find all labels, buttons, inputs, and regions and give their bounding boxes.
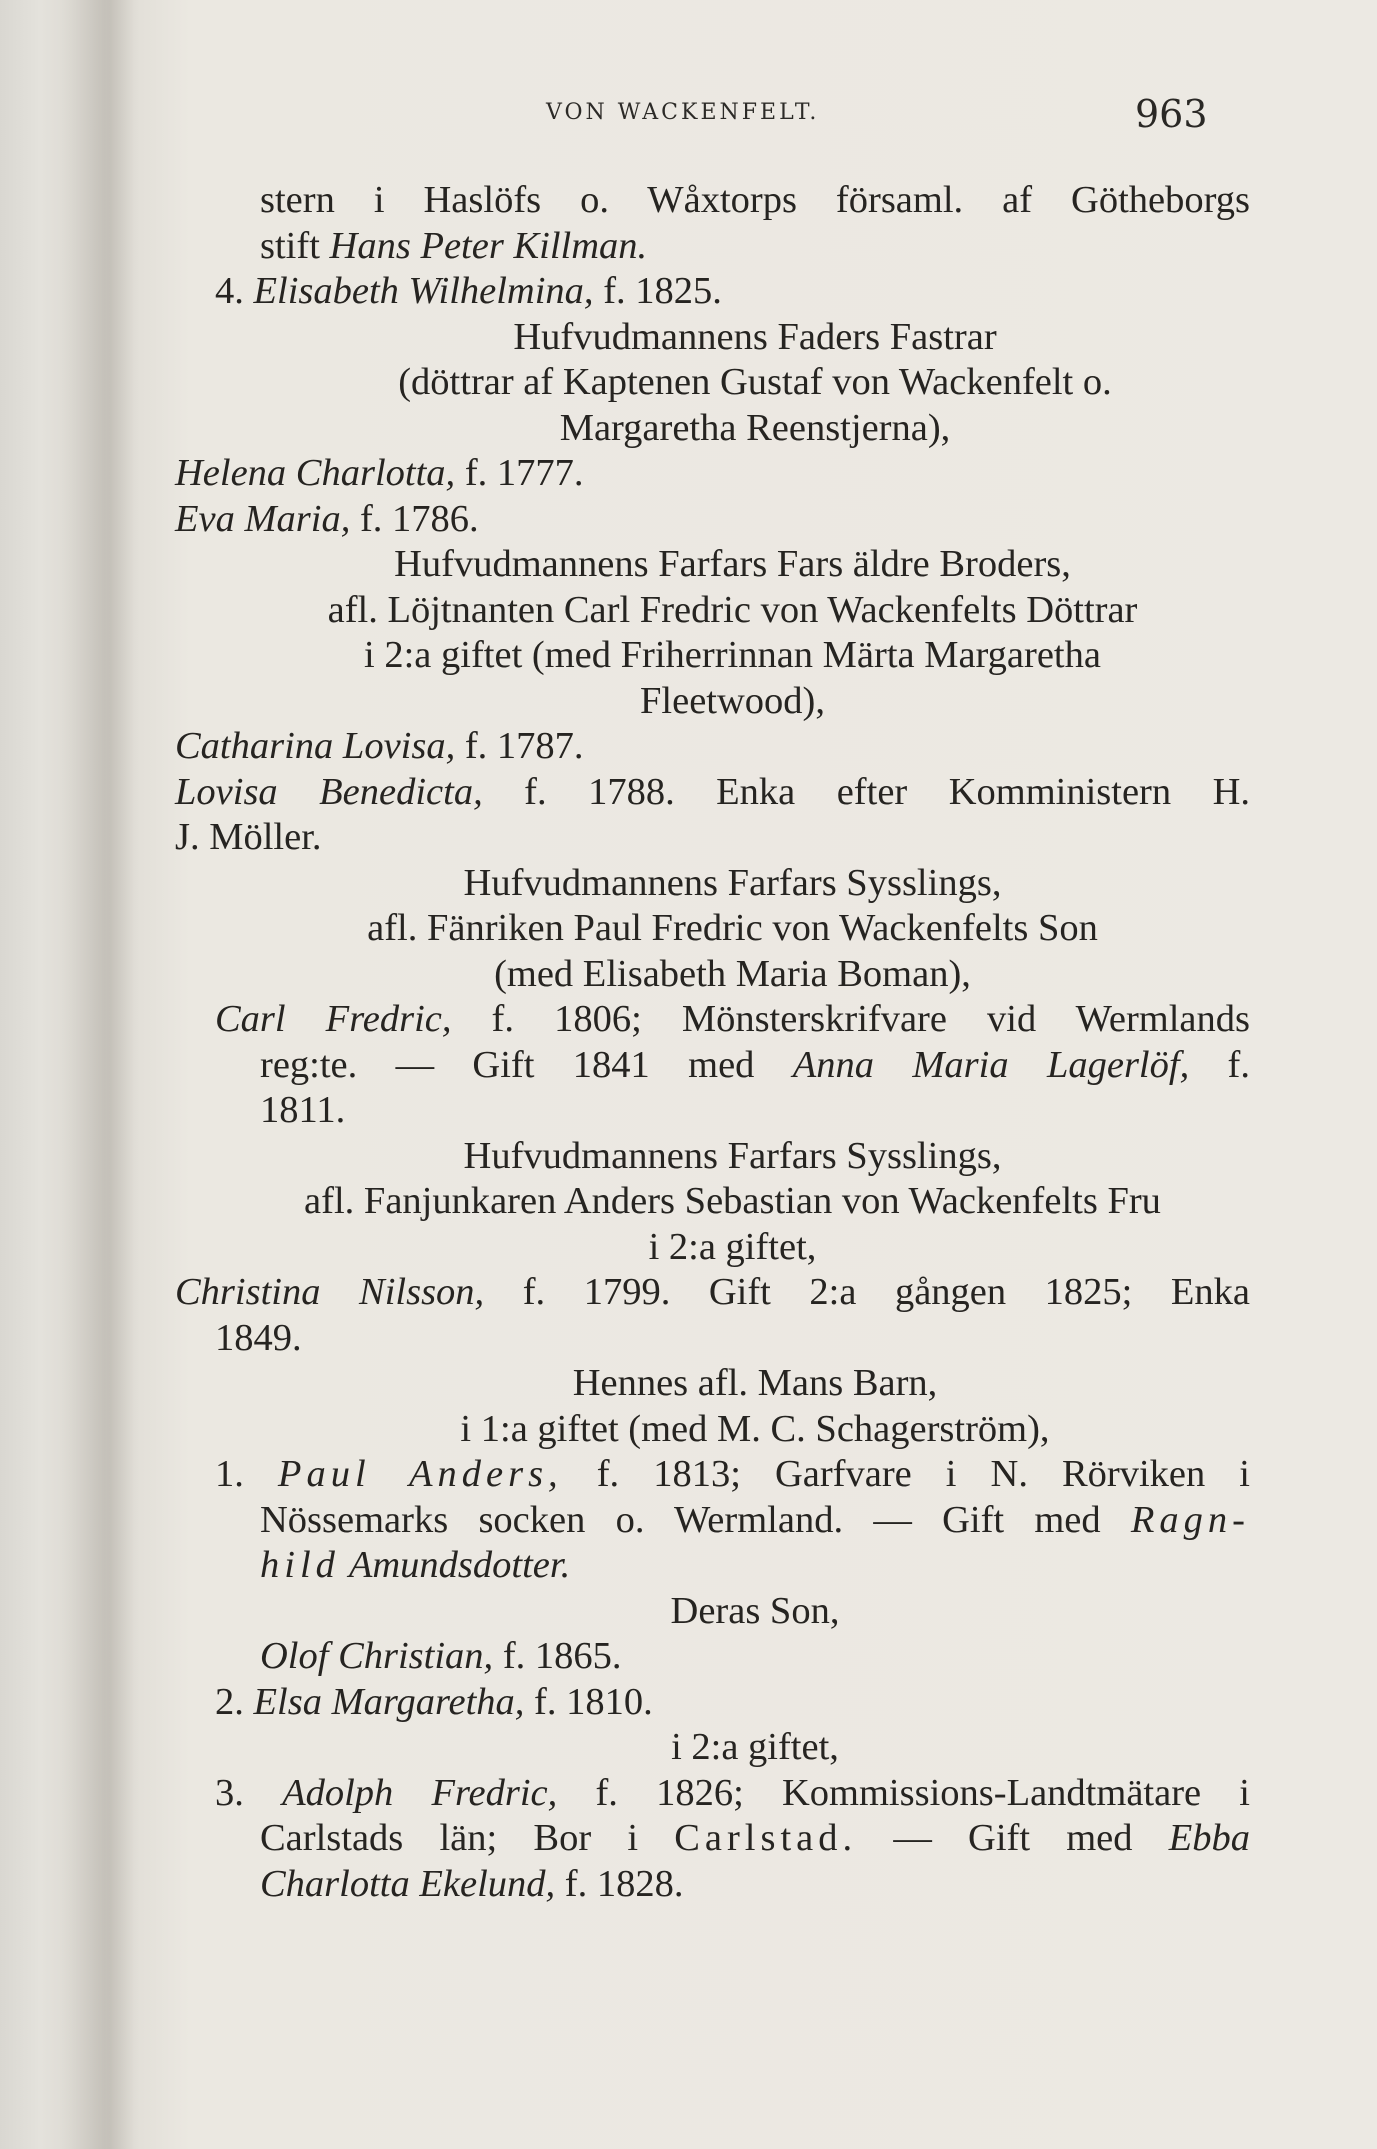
text-line: Eva Maria, f. 1786. xyxy=(175,497,479,540)
page-number: 963 xyxy=(1135,92,1208,136)
text-line: 2. Elsa Margaretha, f. 1810. xyxy=(215,1680,653,1723)
text-line: Helena Charlotta, f. 1777. xyxy=(175,452,584,494)
section-subheading: i 2:a giftet, xyxy=(671,1726,839,1768)
section-heading: Deras Son, xyxy=(670,1589,840,1632)
section-heading: Hufvudmannens Farfars Sysslings, xyxy=(463,1134,1002,1177)
section-heading: Hufvudmannens Faders Fastrar xyxy=(513,315,997,358)
text-line: 1811. xyxy=(260,1089,346,1131)
page-header xyxy=(0,92,1377,136)
running-title: VON WACKENFELT. xyxy=(546,100,820,125)
gutter-shadow xyxy=(60,0,140,2149)
section-subheading: i 2:a giftet (med Friherrinnan Märta Margaretha xyxy=(364,634,1101,676)
section-subheading: (med Elisabeth Maria Boman), xyxy=(494,952,971,995)
text-line: Charlotta Ekelund, f. 1828. xyxy=(260,1862,684,1905)
section-subheading: i 1:a giftet (med M. C. Schagerström), xyxy=(460,1407,1050,1450)
text-line: stift Hans Peter Killman. xyxy=(260,224,648,267)
text-line: reg:te. — Gift 1841 med Anna Maria Lagerlöf, f. xyxy=(260,1043,1250,1086)
text-line: Christina Nilsson, f. 1799. Gift 2:a gången 1825; Enka xyxy=(175,1271,1250,1313)
text-line: 1. Paul Anders, f. 1813; Garfvare i N. Rörviken i xyxy=(215,1453,1251,1495)
text-line: 1849. xyxy=(215,1316,302,1359)
text-line: J. Möller. xyxy=(175,816,322,858)
text-line: Catharina Lovisa, f. 1787. xyxy=(175,725,584,767)
text-line: stern i Haslöfs o. Wåxtorps församl. af Götheborgs xyxy=(260,179,1250,221)
section-subheading: i 2:a giftet, xyxy=(648,1225,817,1268)
text-line: hild Amundsdotter. xyxy=(260,1544,571,1586)
text-line: 4. Elisabeth Wilhelmina, f. 1825. xyxy=(215,270,722,312)
section-subheading: afl. Fänriken Paul Fredric von Wackenfelts Son xyxy=(367,907,1098,949)
text-line: Lovisa Benedicta, f. 1788. Enka efter Komministern H. xyxy=(175,770,1251,813)
body-text xyxy=(175,178,1250,1907)
text-line: 3. Adolph Fredric, f. 1826; Kommissions-Landtmätare i xyxy=(215,1771,1250,1814)
text-line: Nössemarks socken o. Wermland. — Gift med Ragn- xyxy=(260,1498,1250,1541)
section-subheading: afl. Fanjunkaren Anders Sebastian von Wackenfelts Fru xyxy=(304,1180,1161,1222)
text-line: Carl Fredric, f. 1806; Mönsterskrifvare vid Wermlands xyxy=(215,998,1250,1040)
section-subheading: afl. Löjtnanten Carl Fredric von Wackenfelts Döttrar xyxy=(327,588,1138,631)
text-line: Olof Christian, f. 1865. xyxy=(260,1635,622,1677)
section-heading: Hennes afl. Mans Barn, xyxy=(572,1362,938,1404)
section-subheading: Fleetwood), xyxy=(640,679,825,722)
text-line: Carlstads län; Bor i Carlstad. — Gift med Ebba xyxy=(260,1817,1250,1859)
section-subheading: Margaretha Reenstjerna), xyxy=(559,406,951,449)
section-heading: Hufvudmannens Farfars Sysslings, xyxy=(463,861,1002,904)
section-subheading: (döttrar af Kaptenen Gustaf von Wackenfelt o. xyxy=(398,361,1112,403)
section-heading: Hufvudmannens Farfars Fars äldre Broders, xyxy=(394,543,1071,585)
